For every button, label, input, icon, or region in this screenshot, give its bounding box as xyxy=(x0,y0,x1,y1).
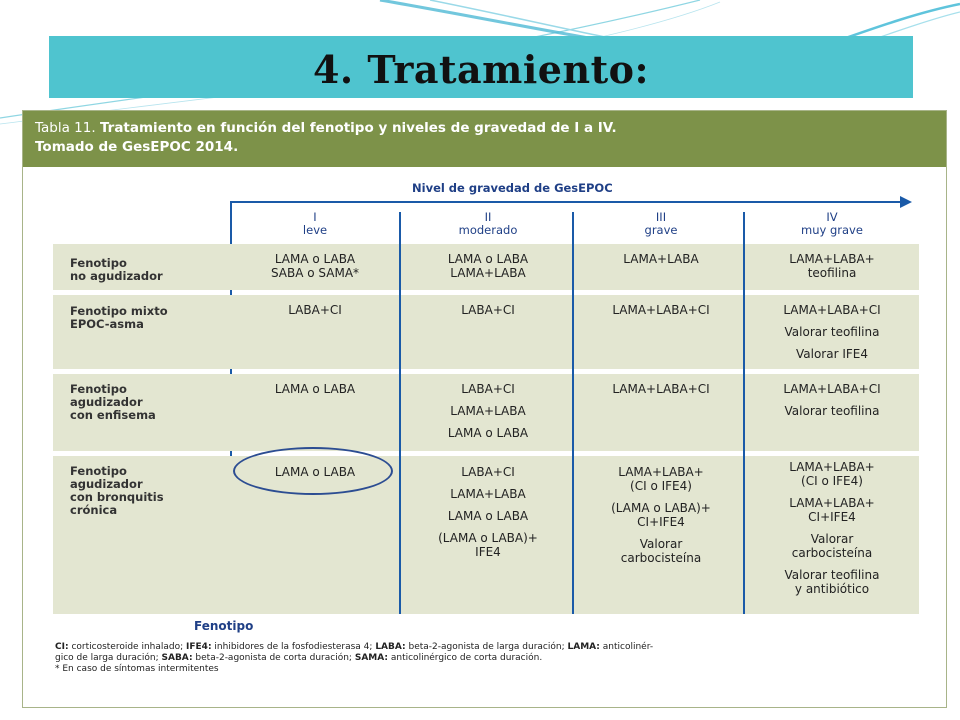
footnote-def: anticolinér- xyxy=(602,642,654,652)
column-divider xyxy=(743,212,745,614)
cell-line: CI+IFE4 xyxy=(637,515,685,529)
footnote-asterisk: * En caso de síntomas intermitentes xyxy=(55,664,219,674)
column-name: moderado xyxy=(458,223,518,237)
footnote-def: corticosteroide inhalado; xyxy=(71,642,184,652)
row-label-mixto xyxy=(70,305,168,331)
column-name: grave xyxy=(644,223,678,237)
footnote-line-1 xyxy=(55,642,935,653)
cell-r4-c3 xyxy=(581,465,741,565)
row-label-line: Fenotipo mixto xyxy=(70,304,168,318)
cell-line: teofilina xyxy=(807,266,857,280)
row-label-line: EPOC-asma xyxy=(70,317,144,331)
column-name: leve xyxy=(302,223,328,237)
cell-line: SABA o SAMA* xyxy=(270,266,360,280)
cell-line: LAMA+LABA xyxy=(450,404,526,418)
cell-line: LAMA+LABA+CI xyxy=(612,303,710,317)
row-label-line: con bronquitis xyxy=(70,490,164,504)
cell-line: LAMA o LABA xyxy=(274,465,356,479)
row-label-line: con enfisema xyxy=(70,408,156,422)
footnote-abbr: SABA: xyxy=(161,653,193,663)
row-label-line: agudizador xyxy=(70,395,143,409)
cell-line: LAMA+LABA xyxy=(623,252,699,266)
cell-line: LAMA o LABA xyxy=(447,252,529,266)
table-caption xyxy=(23,111,946,167)
treatment-table-figure xyxy=(22,110,947,708)
column-header-ii xyxy=(408,211,568,237)
cell-line: LAMA o LABA xyxy=(447,426,529,440)
cell-line: Valorar xyxy=(810,532,854,546)
footnote-line-2 xyxy=(55,653,935,664)
cell-line: carbocisteína xyxy=(791,546,873,560)
cell-r3-c1 xyxy=(240,382,390,396)
cell-line: LAMA+LABA+ xyxy=(789,252,875,266)
cell-r1-c4 xyxy=(752,252,912,280)
cell-line: LABA+CI xyxy=(461,303,515,317)
table-footnote xyxy=(55,642,935,675)
cell-line: LAMA+LABA xyxy=(450,266,526,280)
footnote-abbr: LAMA: xyxy=(567,642,600,652)
cell-r1-c2 xyxy=(408,252,568,280)
column-divider xyxy=(399,212,401,614)
row-label-line: Fenotipo xyxy=(70,464,127,478)
row-label-line: crónica xyxy=(70,503,118,517)
column-numeral: II xyxy=(484,210,492,224)
footnote-abbr: LABA: xyxy=(375,642,406,652)
cell-line: Valorar IFE4 xyxy=(796,347,868,361)
cell-line: LABA+CI xyxy=(461,382,515,396)
table-caption-title: Tratamiento en función del fenotipo y niveles de gravedad de I a IV. xyxy=(99,120,617,136)
cell-r3-c4 xyxy=(752,382,912,418)
cell-line: LAMA+LABA xyxy=(450,487,526,501)
cell-line: Valorar teofilina xyxy=(784,568,880,582)
footnote-def: inhibidores de la fosfodiesterasa 4; xyxy=(214,642,373,652)
cell-line: Valorar teofilina xyxy=(784,325,880,339)
cell-r4-c4 xyxy=(752,460,912,596)
cell-r2-c4 xyxy=(752,303,912,361)
row-label-line: Fenotipo xyxy=(70,256,127,270)
cell-r2-c3 xyxy=(581,303,741,317)
cell-r3-c2 xyxy=(408,382,568,440)
cell-line: (LAMA o LABA)+ xyxy=(438,531,538,545)
cell-line: LAMA o LABA xyxy=(274,382,356,396)
cell-line: LAMA+LABA+CI xyxy=(783,303,881,317)
cell-line: Valorar xyxy=(639,537,683,551)
severity-axis-title: Nivel de gravedad de GesEPOC xyxy=(412,181,613,195)
cell-line: LAMA+LABA+ xyxy=(789,496,875,510)
cell-line: Valorar teofilina xyxy=(784,404,880,418)
cell-line: LAMA+LABA+ xyxy=(618,465,704,479)
column-header-i xyxy=(240,211,390,237)
row-label-no-agudizador xyxy=(70,257,163,283)
cell-line: LAMA o LABA xyxy=(274,252,356,266)
cell-line: IFE4 xyxy=(475,545,501,559)
cell-r1-c3 xyxy=(581,252,741,266)
cell-r2-c1 xyxy=(240,303,390,317)
severity-axis-line xyxy=(230,201,903,203)
row-label-bronquitis xyxy=(70,465,164,517)
cell-line: LAMA+LABA+CI xyxy=(612,382,710,396)
column-divider xyxy=(572,212,574,614)
row-label-enfisema xyxy=(70,383,156,422)
footnote-def: gico de larga duración; xyxy=(55,653,159,663)
table-caption-label: Tabla 11. xyxy=(35,120,96,136)
footnote-def: beta-2-agonista de corta duración; xyxy=(195,653,352,663)
cell-line: CI+IFE4 xyxy=(808,510,856,524)
cell-line: carbocisteína xyxy=(620,551,702,565)
cell-line: LAMA+LABA+ xyxy=(789,460,875,474)
cell-line: LABA+CI xyxy=(461,465,515,479)
column-header-iii xyxy=(581,211,741,237)
cell-r3-c3 xyxy=(581,382,741,396)
column-name: muy grave xyxy=(801,223,863,237)
cell-line: LAMA+LABA+CI xyxy=(783,382,881,396)
cell-line: LAMA o LABA xyxy=(447,509,529,523)
footnote-def: anticolinérgico de corta duración. xyxy=(390,653,543,663)
column-numeral: III xyxy=(655,210,667,224)
slide-title: 4. Tratamiento: xyxy=(312,47,650,92)
footnote-abbr: SAMA: xyxy=(354,653,388,663)
table-caption-source: Tomado de GesEPOC 2014. xyxy=(35,139,239,155)
cell-line: (LAMA o LABA)+ xyxy=(611,501,711,515)
cell-line: (CI o IFE4) xyxy=(801,474,863,488)
row-label-line: Fenotipo xyxy=(70,382,127,396)
cell-line: y antibiótico xyxy=(794,582,870,596)
row-label-line: no agudizador xyxy=(70,269,163,283)
row-label-line: agudizador xyxy=(70,477,143,491)
phenotype-axis-label: Fenotipo xyxy=(194,619,254,633)
footnote-def: beta-2-agonista de larga duración; xyxy=(408,642,565,652)
cell-line: LABA+CI xyxy=(288,303,342,317)
footnote-abbr: IFE4: xyxy=(186,642,212,652)
column-header-iv xyxy=(752,211,912,237)
cell-r4-c2 xyxy=(408,465,568,559)
footnote-abbr: CI: xyxy=(55,642,69,652)
slide-title-bar xyxy=(49,36,913,98)
column-numeral: IV xyxy=(826,210,838,224)
column-numeral: I xyxy=(313,210,317,224)
cell-line: (CI o IFE4) xyxy=(630,479,692,493)
cell-r2-c2 xyxy=(408,303,568,317)
highlight-circle xyxy=(233,447,393,495)
severity-axis-arrow-icon xyxy=(900,196,912,208)
cell-r1-c1 xyxy=(240,252,390,280)
